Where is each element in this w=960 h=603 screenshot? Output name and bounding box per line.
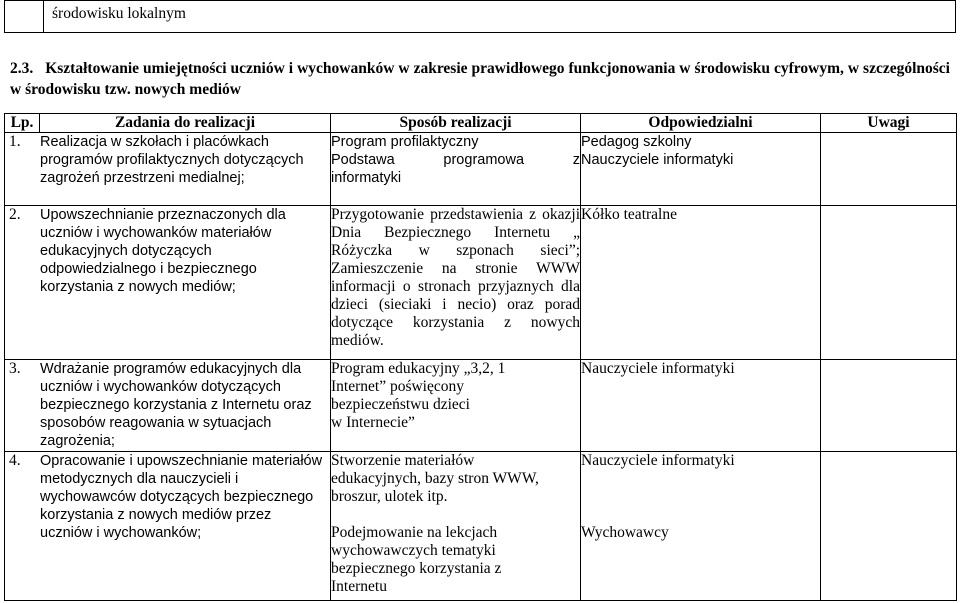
header-lp: Lp. [5,114,40,133]
table-row [5,206,957,360]
responsible-line: Wychowawcy [581,524,669,541]
header-method: Sposób realizacji [331,114,581,133]
spacer [581,506,820,524]
method-line: edukacyjnych, bazy stron WWW, [331,470,539,487]
table-row [5,133,957,206]
header-notes: Uwagi [821,114,957,133]
method-line: broszur, ulotek itp. [331,488,448,505]
responsible-cell [581,206,821,360]
spacer [331,506,580,524]
notes-cell [821,133,957,206]
row-number: 4. [9,452,21,469]
task-text: Wdrażanie programów edukacyjnych dla uczniów i wychowanków dotyczących bezpiecznego korzystania z Internetu oraz sposobów reagowania w sytuacjach zagrożenia; [40,361,312,449]
task-text: Realizacja w szkołach i placówkach programów profilaktycznych dotyczących zagrożeń przestrzeni medialnej; [40,134,304,186]
previous-table-row [5,1,956,33]
method-line: Program edukacyjny „3,2, 1 [331,360,506,377]
notes-cell [821,452,957,601]
method-text: Przygotowanie przedstawienia z okazji Dnia Bezpiecznego Internetu „ Różyczka w szponach sieci”; Zamieszczenie na stronie WWW informacji o stronach przyjaznych dla dzieci (sieciaki i necio) oraz porad dotyczące korzystania z nowych mediów. [331,206,580,349]
task-text: Upowszechnianie przeznaczonych dla uczniów i wychowanków materiałów edukacyjnych dotyczących odpowiedzialnego i bezpiecznego korzystania z nowych mediów; [40,207,286,295]
previous-table-num-cell [5,1,44,33]
responsible-cell [581,452,821,601]
method-line: wychowawczych tematyki [331,542,496,559]
section-number: 2.3. [10,60,34,77]
task-text: Opracowanie i upowszechnianie materiałów metodycznych dla nauczycieli i wychowawców dotyczących bezpiecznego korzystania z nowych mediów przez uczniów i wychowanków; [40,453,323,541]
task-cell [5,360,331,452]
responsible-line: Nauczyciele informatyki [581,360,735,377]
responsible-line: Kółko teatralne [581,206,677,223]
row-number: 2. [9,206,21,223]
method-line: bezpieczeństwu dzieci [331,396,470,413]
row-number: 1. [9,133,21,150]
responsible-line: Nauczyciele informatyki [581,452,735,469]
table-row [5,360,957,452]
method-line: Podejmowanie na lekcjach [331,524,498,541]
method-line: Stworzenie materiałów [331,452,475,469]
header-tasks: Zadania do realizacji [40,114,331,133]
method-cell [331,206,581,360]
responsible-cell [581,360,821,452]
method-line: informatyki [331,170,402,186]
notes-cell [821,206,957,360]
spacer [581,470,820,488]
responsible-line: Nauczyciele informatyki [581,152,734,168]
method-line: Podstawa programowa z [331,152,580,168]
method-line: Internet” poświęcony [331,378,464,395]
row-number: 3. [9,360,21,377]
responsible-cell [581,133,821,206]
previous-table-text-cell: środowisku lokalnym [44,1,956,33]
spacer [581,488,820,506]
task-cell [5,206,331,360]
responsible-line: Pedagog szkolny [581,134,692,150]
method-cell [331,360,581,452]
method-line: Program profilaktyczny [331,134,479,150]
method-line: Internetu [331,578,387,595]
method-cell [331,452,581,601]
previous-table [4,0,956,33]
section-heading [10,58,950,100]
notes-cell [821,360,957,452]
tasks-table [4,113,957,601]
table-header-row [5,114,957,133]
task-cell [5,133,331,206]
table-row [5,452,957,601]
header-responsible: Odpowiedzialni [581,114,821,133]
method-cell [331,133,581,206]
section-title: Kształtowanie umiejętności uczniów i wychowanków w zakresie prawidłowego funkcjonowania w środowisku cyfrowym, w szczególności w środowisku tzw. nowych mediów [10,60,950,98]
method-line: w Internecie” [331,414,415,431]
task-cell [5,452,331,601]
method-line: bezpiecznego korzystania z [331,560,502,577]
